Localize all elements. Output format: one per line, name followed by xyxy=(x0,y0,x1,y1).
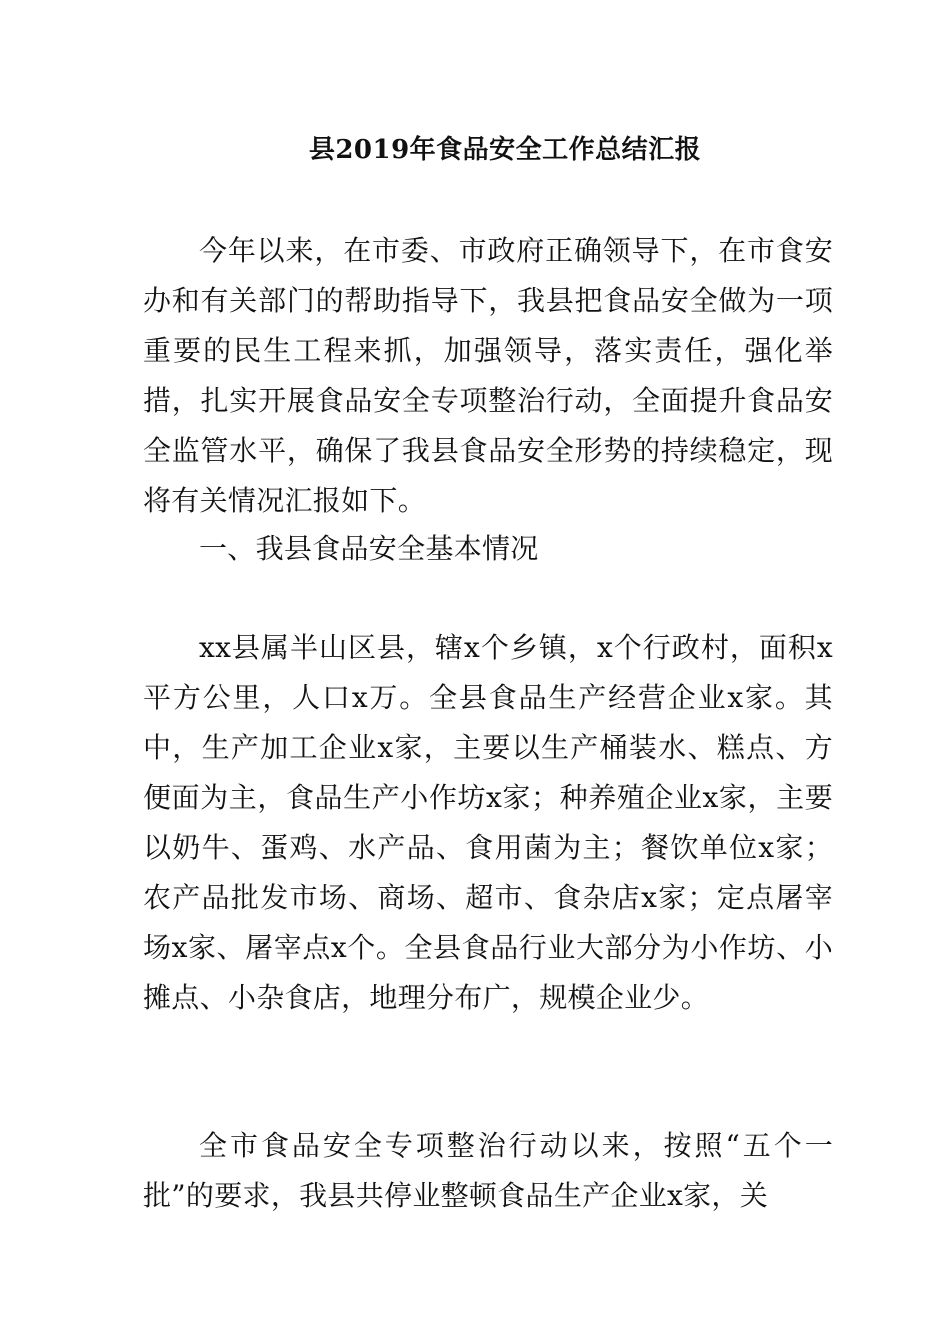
document-title: 县2019年食品安全工作总结汇报 xyxy=(308,135,702,165)
section-heading-basic-situation: 一、我县食品安全基本情况 xyxy=(199,532,539,565)
paragraph-county-overview: xx县属半山区县，辖x个乡镇，x个行政村，面积x平方公里，人口x万。全县食品生产经营企业x家。其中，生产加工企业x家，主要以生产桶装水、糕点、方便面为主，食品生产小作坊x家；种养殖企业x家，主要以奶牛、蛋鸡、水产品、食用菌为主；餐饮单位x家；农产品批发市场、商场、超市、食杂店x家；定点屠宰场x家、屠宰点x个。全县食品行业大部分为小作坊、小摊点、小杂食店，地理分布广，规模企业少。 xyxy=(143,631,833,1014)
paragraph-rectification: 全市食品安全专项整治行动以来，按照“五个一批”的要求，我县共停业整顿食品生产企业x家，关 xyxy=(143,1129,833,1212)
paragraph-intro: 今年以来，在市委、市政府正确领导下，在市食安办和有关部门的帮助指导下，我县把食品安全做为一项重要的民生工程来抓，加强领导，落实责任，强化举措，扎实开展食品安全专项整治行动，全面提升食品安全监管水平，确保了我县食品安全形势的持续稳定，现将有关情况汇报如下。 xyxy=(143,234,833,517)
